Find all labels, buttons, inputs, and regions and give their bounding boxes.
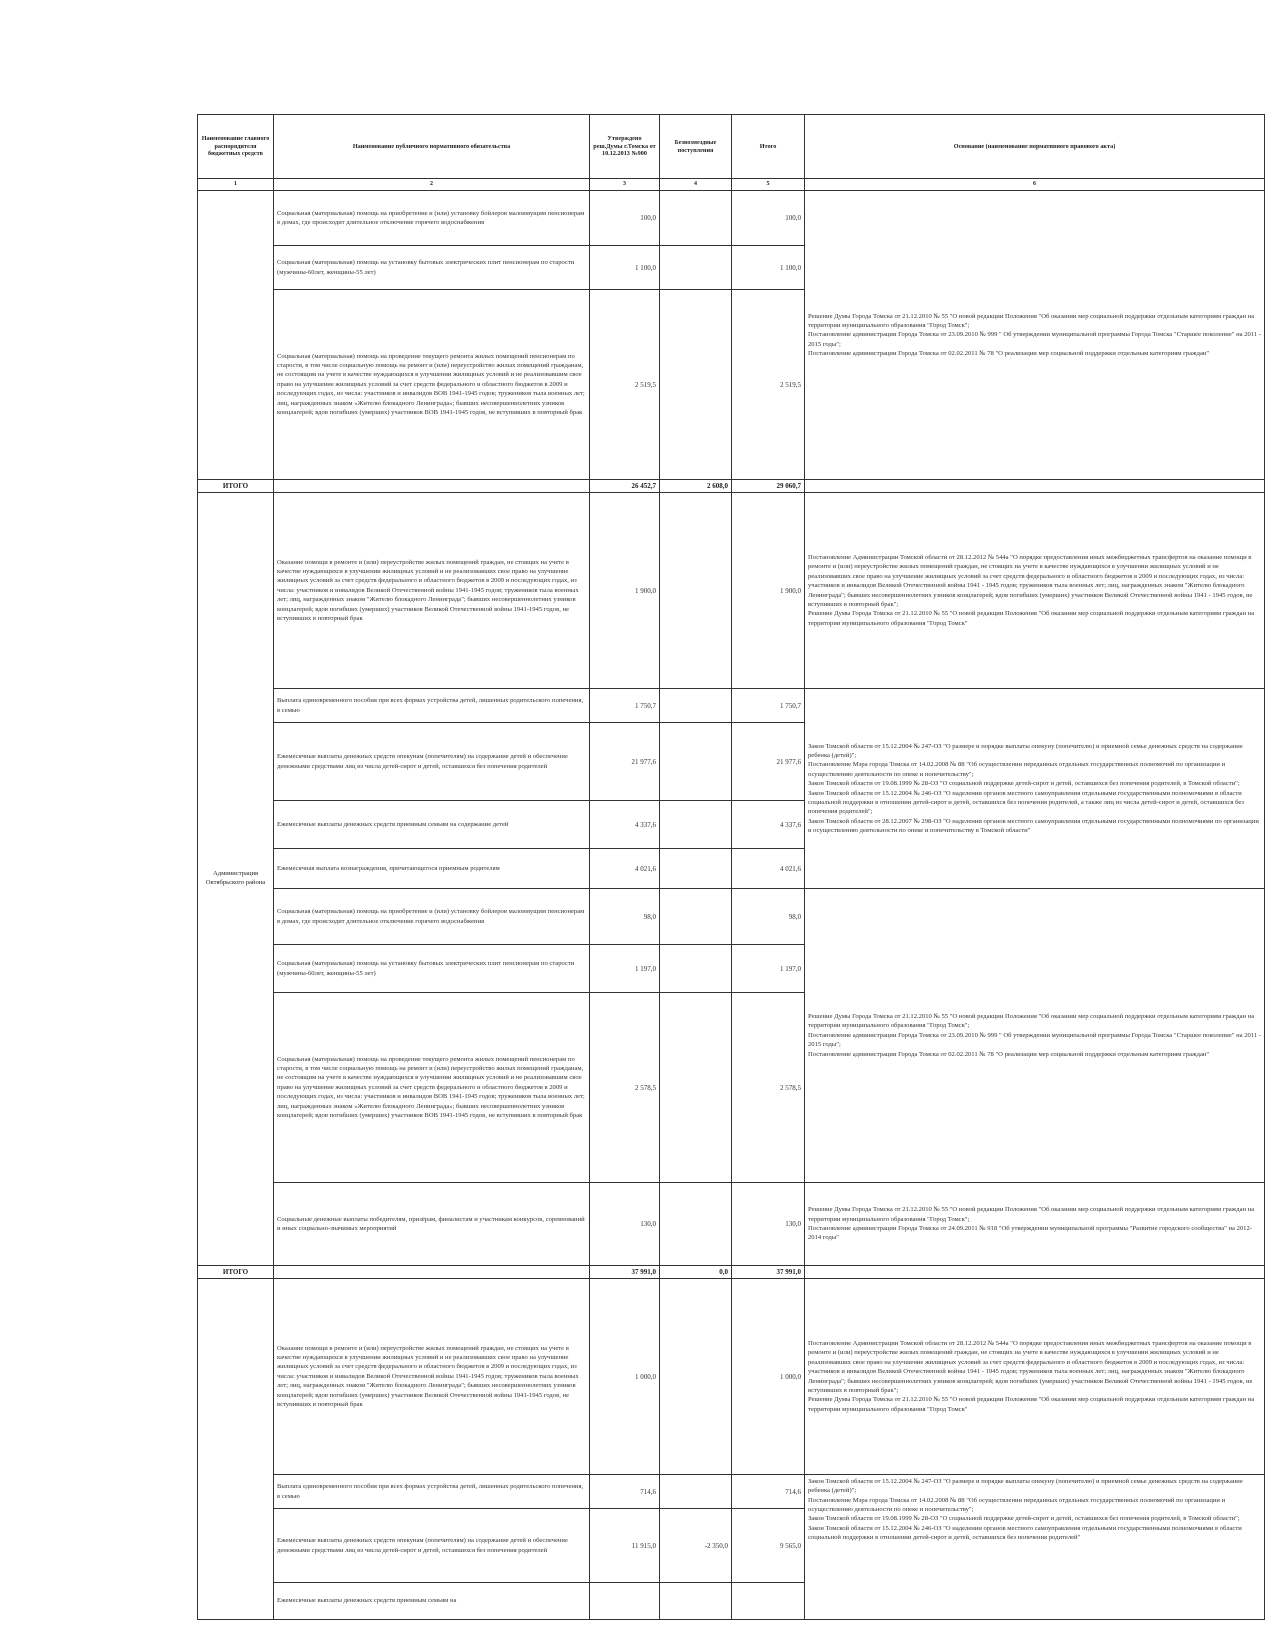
header-row <box>198 115 1265 179</box>
table-row <box>198 1183 1265 1266</box>
total-row <box>198 480 1265 493</box>
header-gratuitous: Безвозмездные поступления <box>660 115 732 179</box>
gratuitous-amount <box>660 191 732 246</box>
total-amount: 100,0 <box>732 191 805 246</box>
table-row <box>198 493 1265 689</box>
approved-amount: 4 021,6 <box>590 849 660 889</box>
total-amount: 4 337,6 <box>732 801 805 849</box>
column-number: 6 <box>805 179 1265 191</box>
total-amount: 1 100,0 <box>732 246 805 290</box>
obligation-name: Ежемесячные выплаты денежных средств приемным семьям на <box>274 1583 590 1620</box>
obligation-name: Оказание помощи в ремонте и (или) переустройстве жилых помещений граждан, не стоящих на учете в качестве нуждающихся в улучшении жилищных условий и не реализовавших свое право на улучшение жилищных условий за счет средств федерального и областного бюджетов в 2009 и последующих годах, из числа: участников и инвалидов Великой Отечественной войны 1941-1945 годов; тружеников тыла военных лет; лиц, награжденных знаком "Жителю блокадного Ленинграда"; бывших несовершеннолетних узников концлагерей; вдов погибших (умерших) участников Великой Отечественной войны 1941-1945 годов, не вступивших в повторный брак <box>274 1279 590 1475</box>
total-amount: 1 750,7 <box>732 689 805 723</box>
obligation-name: Социальная (материальная) помощь на установку бытовых электрических плит пенсионерам по старости (мужчины-60лет, женщины-55 лет) <box>274 246 590 290</box>
total-amount: 9 565,0 <box>732 1509 805 1583</box>
obligation-name: Социальная (материальная) помощь на установку бытовых электрических плит пенсионерам по старости (мужчины-60лет, женщины-55 лет) <box>274 945 590 993</box>
org-cell-empty <box>198 191 274 480</box>
gratuitous-amount <box>660 849 732 889</box>
total-approved: 26 452,7 <box>590 480 660 493</box>
obligation-name: Социальные денежные выплаты победителям, призёрам, финалистам и участникам конкурсов, соревнований и иных социально-значимых мероприятий <box>274 1183 590 1266</box>
gratuitous-amount <box>660 889 732 945</box>
approved-amount: 1 197,0 <box>590 945 660 993</box>
obligation-name: Ежемесячная выплата вознаграждения, причитающегося приемным родителям <box>274 849 590 889</box>
obligations-table <box>197 114 1265 1620</box>
total-gratuitous: 0,0 <box>660 1266 732 1279</box>
total-amount: 21 977,6 <box>732 723 805 801</box>
approved-amount: 130,0 <box>590 1183 660 1266</box>
total-amount: 1 000,0 <box>732 1279 805 1475</box>
approved-amount: 1 100,0 <box>590 246 660 290</box>
total-row <box>198 1266 1265 1279</box>
obligation-name: Выплата единовременного пособия при всех формах устройства детей, лишенных родительского попечения, в семью <box>274 689 590 723</box>
total-label: ИТОГО <box>198 1266 274 1279</box>
gratuitous-amount <box>660 945 732 993</box>
column-number: 4 <box>660 179 732 191</box>
approved-amount: 100,0 <box>590 191 660 246</box>
gratuitous-amount <box>660 290 732 480</box>
obligation-name: Ежемесячные выплаты денежных средств опекунам (попечителям) на содержание детей и обеспечение денежными средствами лиц из числа детей-сирот и детей, оставшихся без попечения родителей <box>274 1509 590 1583</box>
header-basis: Основание (наименование нормативного правового акта) <box>805 115 1265 179</box>
table-row <box>198 889 1265 945</box>
total-amount: 1 900,0 <box>732 493 805 689</box>
approved-amount: 2 578,5 <box>590 993 660 1183</box>
approved-amount: 1 900,0 <box>590 493 660 689</box>
total-amount: 2 519,5 <box>732 290 805 480</box>
column-number: 3 <box>590 179 660 191</box>
gratuitous-amount <box>660 689 732 723</box>
column-number: 5 <box>732 179 805 191</box>
legal-basis: Постановление Администрации Томской области от 28.12.2012 № 544а "О порядке предоставления иных межбюджетных трансфертов на оказание помощи в ремонте и (или) переустройстве жилых помещений граждан, не стоящих на учете в качестве нуждающихся в улучшении жилищных условий и не реализовавших свое право на улучшение жилищных условий за счет средств федерального и областного бюджетов в 2009 и последующих годах, из числа: участников и инвалидов Великой Отечественной войны 1941 - 1945 годов; тружеников тыла военных лет; лиц, награжденных знаком "Жителю блокадного Ленинграда"; бывших несовершеннолетних узников концлагерей; вдов погибших (умерших) участников Великой Отечественной войны 1941 - 1945 годов, не вступивших в повторный брак"; Решение Думы Города Томска от 21.12.2010 № 55 "О новой редакции Положения "Об оказании мер социальной поддержки отдельным категориям граждан на территории муниципального образования "Город Томск" <box>805 493 1265 689</box>
approved-amount: 11 915,0 <box>590 1509 660 1583</box>
gratuitous-amount <box>660 1279 732 1475</box>
column-number-row <box>198 179 1265 191</box>
gratuitous-amount <box>660 1183 732 1266</box>
total-spacer <box>274 1266 590 1279</box>
total-spacer <box>274 480 590 493</box>
total-amount: 1 197,0 <box>732 945 805 993</box>
gratuitous-amount <box>660 1475 732 1509</box>
legal-basis: Закон Томской области от 15.12.2004 № 247-ОЗ "О размере и порядке выплаты опекуну (попечителю) и приемной семье денежных средств на содержание ребенка (детей)"; Постановление Мэра города Томска от 14.02.2008 № 88 "Об осуществлении переданных отдельных государственных полномочий по организации и осуществлению деятельности по опеке и попечительству"; Закон Томской области от 19.08.1999 № 28-ОЗ "О социальной поддержке детей-сирот и детей, оставшихся без попечения родителей, в Томской области"; Закон Томской области от 15.12.2004 № 246-ОЗ "О наделении органов местного самоуправления отдельными государственными полномочиями в области социальной поддержки в отношении детей-сирот и детей, оставшихся без попечения родителей" <box>805 1475 1265 1620</box>
org-name: Администрация Октябрьского района <box>198 493 274 1266</box>
total-amount: 2 578,5 <box>732 993 805 1183</box>
obligation-name: Социальная (материальная) помощь на приобретение и (или) установку бойлеров малоимущим пенсионерам в домах, где происходит длительное отключение горячего водоснабжения <box>274 191 590 246</box>
total-amount: 98,0 <box>732 889 805 945</box>
total-spacer <box>805 480 1265 493</box>
org-cell-empty <box>198 1279 274 1620</box>
approved-amount: 2 519,5 <box>590 290 660 480</box>
obligation-name: Оказание помощи в ремонте и (или) переустройстве жилых помещений граждан, не стоящих на учете в качестве нуждающихся в улучшении жилищных условий и не реализовавших свое право на улучшение жилищных условий за счет средств федерального и областного бюджетов в 2009 и последующих годах, из числа: участников и инвалидов Великой Отечественной войны 1941-1945 годов; тружеников тыла военных лет; лиц, награжденных знаком "Жителю блокадного Ленинграда"; бывших несовершеннолетних узников концлагерей; вдов погибших (умерших) участников Великой Отечественной войны 1941-1945 годов, не вступивших в повторный брак <box>274 493 590 689</box>
table-row <box>198 191 1265 246</box>
gratuitous-amount: -2 350,0 <box>660 1509 732 1583</box>
header-name: Наименование публичного нормативного обязательства <box>274 115 590 179</box>
obligation-name: Выплата единовременного пособия при всех формах устройства детей, лишенных родительского попечения, в семью <box>274 1475 590 1509</box>
total-sum: 37 991,0 <box>732 1266 805 1279</box>
approved-amount: 98,0 <box>590 889 660 945</box>
header-total: Итого <box>732 115 805 179</box>
legal-basis: Решение Думы Города Томска от 21.12.2010 № 55 "О новой редакции Положения "Об оказании мер социальной поддержки отдельным категориям граждан на территории муниципального образования "Город Томск"; Постановление администрации Города Томска от 24.09.2011 № 918 "Об утверждении муниципальной программы "Развитие городского сообщества" на 2012-2014 годы" <box>805 1183 1265 1266</box>
approved-amount: 21 977,6 <box>590 723 660 801</box>
total-label: ИТОГО <box>198 480 274 493</box>
obligation-name: Социальная (материальная) помощь на проведение текущего ремонта жилых помещений пенсионерам по старости, в том числе социальную помощь на ремонт и (или) переустройство жилых помещений гражданам, не состоящим на учете в качестве нуждающихся в улучшении жилищных условий и не реализовавшим свое право на улучшение жилищных условий за счет средств федерального и областного бюджетов в 2009 и последующих годах, из числа: участников и инвалидов ВОВ 1941-1945 годов; тружеников тыла военных лет; лиц, награжденных знаком «Жителю блокадного Ленинграда»; бывших несовершеннолетних узников концлагерей; вдов погибших (умерших) участников ВОВ 1941-1945 годов, не вступивших в повторный брак <box>274 993 590 1183</box>
gratuitous-amount <box>660 246 732 290</box>
obligation-name: Ежемесячные выплаты денежных средств приемным семьям на содержание детей <box>274 801 590 849</box>
table-row <box>198 689 1265 723</box>
legal-basis: Постановление Администрации Томской области от 28.12.2012 № 544а "О порядке предоставления иных межбюджетных трансфертов на оказание помощи в ремонте и (или) переустройстве жилых помещений граждан, не стоящих на учете в качестве нуждающихся в улучшении жилищных условий и не реализовавших свое право на улучшение жилищных условий за счет средств федерального и областного бюджетов в 2009 и последующих годах, из числа: участников и инвалидов Великой Отечественной войны 1941 - 1945 годов; тружеников тыла военных лет; лиц, награжденных знаком "Жителю блокадного Ленинграда"; бывших несовершеннолетних узников концлагерей; вдов погибших (умерших) участников Великой Отечественной войны 1941 - 1945 годов, не вступивших в повторный брак"; Решение Думы Города Томска от 21.12.2010 № 55 "О новой редакции Положения "Об оказании мер социальной поддержки отдельным категориям граждан на территории муниципального образования "Город Томск" <box>805 1279 1265 1475</box>
legal-basis: Закон Томской области от 15.12.2004 № 247-ОЗ "О размере и порядке выплаты опекуну (попечителю) и приемной семье денежных средств на содержание ребенка (детей)"; Постановление Мэра города Томска от 14.02.2008 № 88 "Об осуществлении переданных отдельных государственных полномочий по организации и осуществлению деятельности по опеке и попечительству"; Закон Томской области от 19.08.1999 № 28-ОЗ "О социальной поддержке детей-сирот и детей, оставшихся без попечения родителей, в Томской области"; Закон Томской области от 15.12.2004 № 246-ОЗ "О наделении органов местного самоуправления отдельными государственными полномочиями в области социальной поддержки в отношении детей-сирот и детей, оставшихся без попечения родителей, а также лиц из числа детей-сирот и детей, оставшихся без попечения родителей"; Закон Томской области от 28.12.2007 № 298-ОЗ "О наделении органов местного самоуправления отдельными государственными полномочиями по организации и осуществлению деятельности по опеке и попечительству в Томской области" <box>805 689 1265 889</box>
column-number: 2 <box>274 179 590 191</box>
approved-amount: 714,6 <box>590 1475 660 1509</box>
gratuitous-amount <box>660 493 732 689</box>
total-amount: 4 021,6 <box>732 849 805 889</box>
total-amount: 130,0 <box>732 1183 805 1266</box>
header-approved: Утверждено реш.Думы г.Томска от 10.12.2013 №900 <box>590 115 660 179</box>
total-spacer <box>805 1266 1265 1279</box>
approved-amount <box>590 1583 660 1620</box>
header-org: Наименование главного распорядителя бюджетных средств <box>198 115 274 179</box>
legal-basis: Решение Думы Города Томска от 21.12.2010 № 55 "О новой редакции Положения "Об оказании мер социальной поддержки отдельным категориям граждан на территории муниципального образования "Город Томск"; Постановление администрации Города Томска от 23.09.2010 № 999 " Об утверждении муниципальной программы Города Томска "Старшее поколение" на 2011 - 2015 годы"; Постановление администрации Города Томска от 02.02.2011 № 78 "О реализации мер социальной поддержки отдельным категориям граждан" <box>805 889 1265 1183</box>
table-row <box>198 1475 1265 1509</box>
gratuitous-amount <box>660 1583 732 1620</box>
total-sum: 29 060,7 <box>732 480 805 493</box>
gratuitous-amount <box>660 993 732 1183</box>
total-approved: 37 991,0 <box>590 1266 660 1279</box>
gratuitous-amount <box>660 723 732 801</box>
obligation-name: Ежемесячные выплаты денежных средств опекунам (попечителям) на содержание детей и обеспечение денежными средствами лиц из числа детей-сирот и детей, оставшихся без попечения родителей <box>274 723 590 801</box>
total-gratuitous: 2 608,0 <box>660 480 732 493</box>
gratuitous-amount <box>660 801 732 849</box>
approved-amount: 4 337,6 <box>590 801 660 849</box>
approved-amount: 1 750,7 <box>590 689 660 723</box>
column-number: 1 <box>198 179 274 191</box>
total-amount <box>732 1583 805 1620</box>
approved-amount: 1 000,0 <box>590 1279 660 1475</box>
total-amount: 714,6 <box>732 1475 805 1509</box>
obligation-name: Социальная (материальная) помощь на приобретение и (или) установку бойлеров малоимущим пенсионерам в домах, где происходит длительное отключение горячего водоснабжения <box>274 889 590 945</box>
obligation-name: Социальная (материальная) помощь на проведение текущего ремонта жилых помещений пенсионерам по старости, в том числе социальную помощь на ремонт и (или) переустройство жилых помещений гражданам, не состоящим на учете в качестве нуждающихся в улучшении жилищных условий и не реализовавшим свое право на улучшение жилищных условий за счет средств федерального и областного бюджетов в 2009 и последующих годах, из числа: участников и инвалидов ВОВ 1941-1945 годов; тружеников тыла военных лет; лиц, награжденных знаком «Жителю блокадного Ленинграда»; бывших несовершеннолетних узников концлагерей; вдов погибших (умерших) участников ВОВ 1941-1945 годов, не вступивших в повторный брак <box>274 290 590 480</box>
legal-basis: Решение Думы Города Томска от 21.12.2010 № 55 "О новой редакции Положения "Об оказании мер социальной поддержки отдельным категориям граждан на территории муниципального образования "Город Томск"; Постановление администрации Города Томска от 23.09.2010 № 999 " Об утверждении муниципальной программы Города Томска "Старшее поколение" на 2011 - 2015 годы"; Постановление администрации Города Томска от 02.02.2011 № 78 "О реализации мер социальной поддержки отдельным категориям граждан" <box>805 191 1265 480</box>
table-row <box>198 1279 1265 1475</box>
